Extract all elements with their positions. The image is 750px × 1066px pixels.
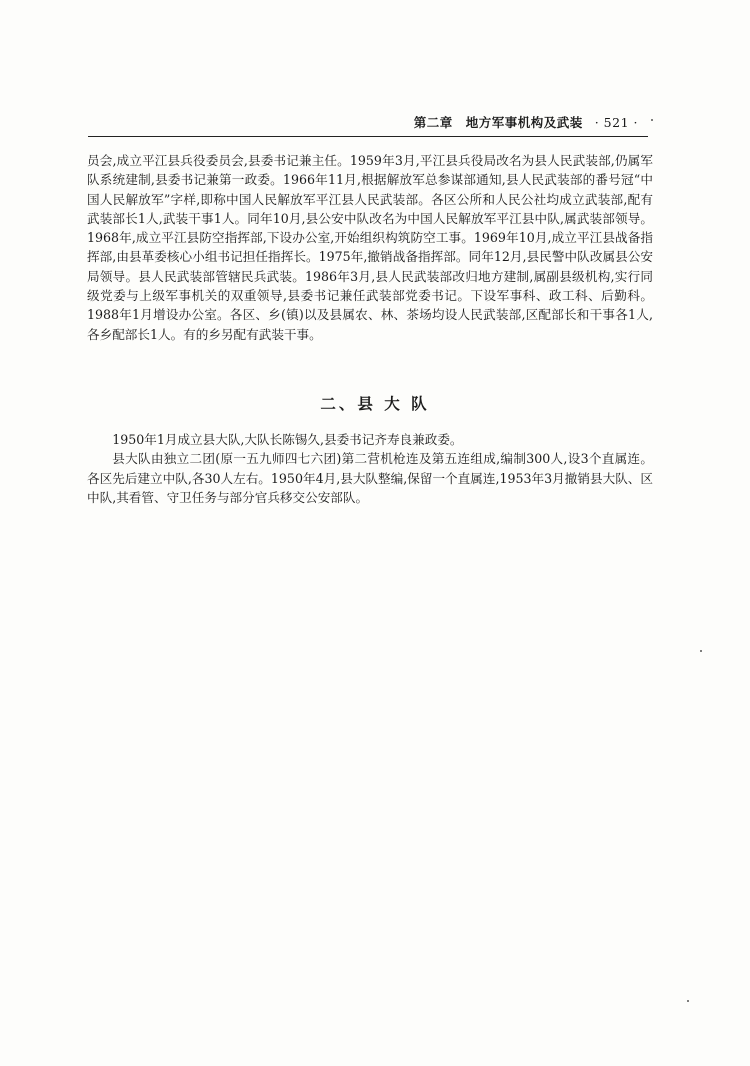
running-header: [414, 113, 638, 131]
section-paragraph-1: 1950年1月成立县大队,大队长陈锡久,县委书记齐寿良兼政委。: [112, 432, 463, 447]
paragraph-text: 员会,成立平江县兵役委员会,县委书记兼主任。1959年3月,平江县兵役局改名为县人民武装部,仍属军队系统建制,县委书记兼第一政委。1966年11月,根据解放军总参谋部通知,县人民武装部的番号冠“中国人民解放军”字样,即称中国人民解放军平江县人民武装部。各区公所和人民公社均成立武装部,配有武装部长1人,武装干事1人。同年10月,县公安中队改名为中国人民解放军平江县中队,属武装部领导。1968年,成立平江县防空指挥部,下设办公室,开始组织构筑防空工事。1969年10月,成立平江县战备指挥部,由县革委核心小组书记担任指挥长。1975年,撤销战备指挥部。同年12月,县民警中队改属县公安局领导。县人民武装部管辖民兵武装。1986年3月,县人民武装部改归地方建制,属副县级机构,实行同级党委与上级军事机关的双重领导,县委书记兼任武装部党委书记。下设军事科、政工科、后勤科。1988年1月增设办公室。各区、乡(镇)以及县属农、林、茶场均设人民武装部,区配部长和干事各1人,各乡配部长1人。有的乡另配有武装干事。: [87, 153, 653, 342]
scan-speck: [651, 119, 653, 121]
continued-paragraph: [87, 151, 653, 344]
scan-speck: [687, 1000, 689, 1002]
page-number: · 521 ·: [594, 115, 638, 130]
chapter-title: 第二章 地方军事机构及武装: [413, 115, 583, 130]
scan-speck: [700, 650, 702, 652]
header-rule: [88, 136, 648, 137]
section-title: 二、县 大 队: [320, 395, 430, 413]
section-paragraph-2: 县大队由独立二团(原一五九师四七六团)第二营机枪连及第五连组成,编制300人,设3个直属连。各区先后建立中队,各30人左右。1950年4月,县大队整编,保留一个直属连,1953年3月撤销县大队、区中队,其看管、守卫任务与部分官兵移交公安部队。: [87, 451, 653, 505]
section-body: [87, 430, 653, 507]
